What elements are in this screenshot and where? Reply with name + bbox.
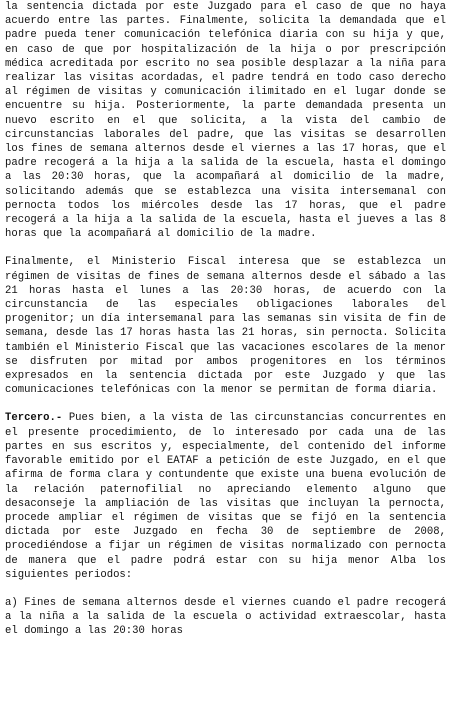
paragraph-demandada-request: la sentencia dictada por este Juzgado para el caso de que no haya acuerdo entre las partes. Finalmente, solicita la demandada que el padre pueda tener comunicación telefónica diaria con su hija y que, en caso de que por hospitalización de la hija o por prescripción médica acreditada por escrito no sea posible desplazar a la niña para realizar las visitas acordadas, el padre tendrá en todo caso derecho al régimen de visitas y comunicación ilimitado en el lugar donde se encuentre su hija. Posteriormente, la parte demandada presenta un nuevo escrito en el que solicita, a la vista del cambio de circunstancias laborales del padre, que las visitas se desarrollen los fines de semana alternos desde el viernes a las 17 horas, que el padre recogerá a la hija a la salida de la escuela, hasta el domingo a las 20:30 horas, que la acompañará al domicilio de la madre, solicitando además que se establezca una visita intersemanal con pernocta todos los miércoles desde las 17 horas, que el padre recogerá a la hija a la salida de la escuela, hasta el jueves a las 8 horas que la acompañará al domicilio de la madre.	[5, 1, 446, 241]
paragraph-spacer	[5, 582, 446, 596]
paragraph-tercero	[5, 411, 446, 581]
paragraph-spacer	[5, 241, 446, 255]
paragraph-tercero-body: Pues bien, a la vista de las circunstancias concurrentes en el presente procedimiento, de lo interesado por cada una de las partes en sus escritos y, especialmente, del contenido del informe favorable emitido por el EATAF a petición de este Juzgado, en el que afirma de forma clara y contundente que existe una buena evolución de la relación paternofilial no apreciando elemento alguno que desaconseje la ampliación de las visitas que incluyan la pernocta, procede ampliar el régimen de visitas que se fijó en la sentencia dictada por este Juzgado en fecha 30 de septiembre de 2008, procediéndose a fijar un régimen de visitas normalizado con pernocta de manera que el padre podrá estar con su hija menor Alba los siguientes periodos:	[5, 412, 446, 581]
document-page	[5, 0, 446, 639]
paragraph-item-a: a) Fines de semana alternos desde el viernes cuando el padre recogerá a la niña a la salida de la escuela o actividad extraescolar, hasta el domingo a las 20:30 horas	[5, 596, 446, 638]
paragraph-ministerio-fiscal: Finalmente, el Ministerio Fiscal interesa que se establezca un régimen de visitas de fines de semana alternos desde el sábado a las 21 horas hasta el lunes a las 20:30 horas, de acuerdo con la circunstancia de las especiales obligaciones laborales del progenitor; un día intersemanal para las semanas sin visita de fin de semana, desde las 17 horas hasta las 21 horas, sin pernocta. Solicita también el Ministerio Fiscal que las vacaciones escolares de la menor se disfruten por mitad por ambos progenitores en los términos expresados en la sentencia dictada por este Juzgado y que las comunicaciones telefónicas con la menor se permitan de forma diaria.	[5, 256, 446, 397]
section-heading-tercero: Tercero.-	[5, 412, 63, 425]
paragraph-spacer	[5, 397, 446, 411]
